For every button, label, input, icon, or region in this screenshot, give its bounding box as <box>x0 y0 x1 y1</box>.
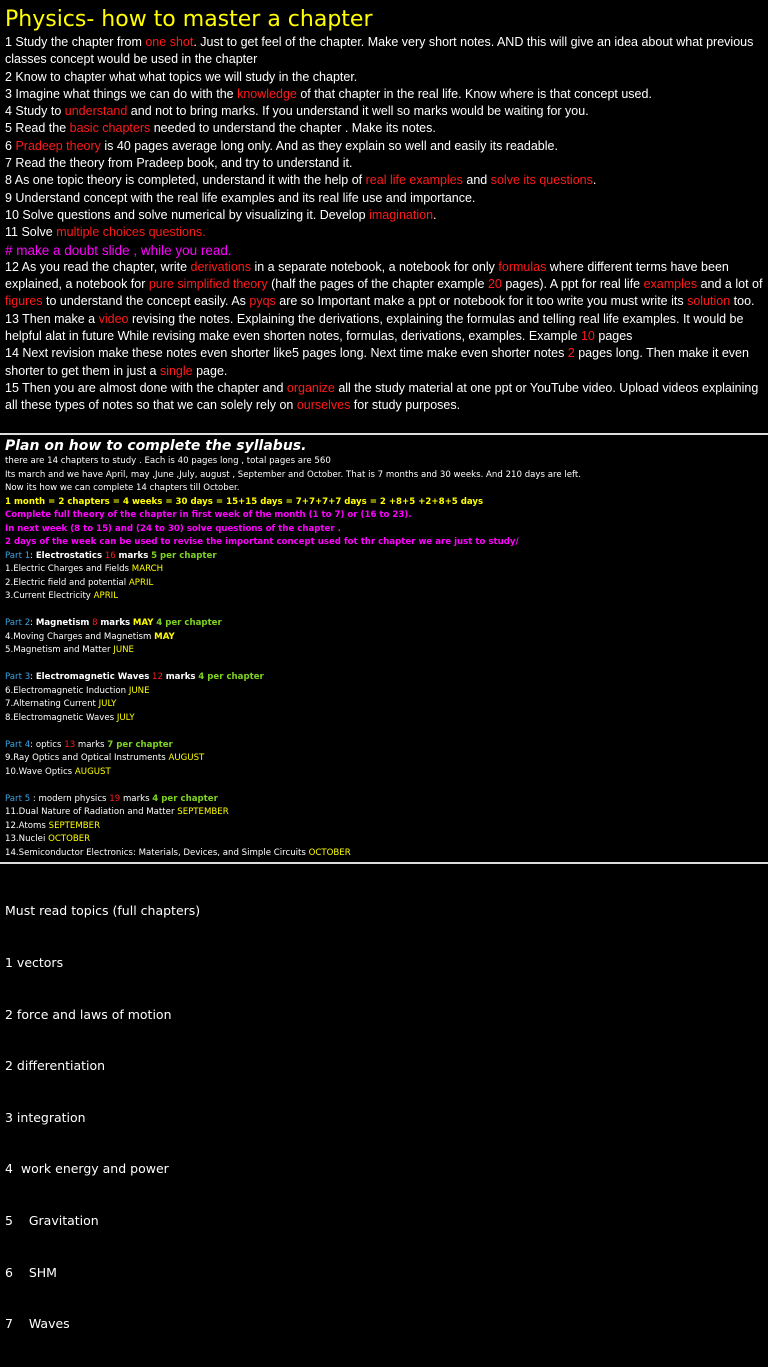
plan-intro-line: Now its how we can complete 14 chapters till October. <box>5 483 240 493</box>
step-item <box>5 311 763 346</box>
step-item <box>5 190 763 207</box>
chapter-item <box>5 590 763 604</box>
chapter-month: APRIL <box>93 591 118 601</box>
step-highlight: pure simplified theory <box>148 277 268 292</box>
part-marks: 16 <box>104 550 116 561</box>
spacer <box>5 658 763 672</box>
step-text: 6 <box>5 138 16 153</box>
chapter-name: 8.Electromagnetic Waves <box>5 712 115 723</box>
step-highlight: organize <box>286 380 335 395</box>
step-highlight: 10 <box>580 329 595 344</box>
spacer <box>5 725 763 739</box>
step-text: . <box>433 207 437 222</box>
chapter-name: 9.Ray Optics and Optical Instruments <box>5 753 166 763</box>
chapter-item <box>5 631 763 645</box>
must-read-section <box>5 868 763 1332</box>
step-text: is 40 pages average long only. And as they explain so well and easily its readable. <box>100 138 558 153</box>
chapter-name: 10.Wave Optics <box>5 766 73 777</box>
chapter-month: JUNE <box>113 645 134 655</box>
part-title: modern physics <box>38 793 107 804</box>
spacer <box>5 604 763 618</box>
step-highlight: ourselves <box>296 398 351 413</box>
chapter-month: OCTOBER <box>48 834 91 844</box>
plan-tip: 2 days of the week can be used to revise the important concept used fot thr chapter we are just to study/ <box>5 537 519 547</box>
must-read-item: 2 differentiation <box>5 1058 106 1074</box>
step-text: 7 Read the theory from Pradeep book, and try to understand it. <box>5 156 353 171</box>
chapter-item <box>5 820 763 834</box>
step-text: needed to understand the chapter . Make its notes. <box>150 121 436 136</box>
must-read-item: 5 Gravitation <box>5 1213 99 1229</box>
step-highlight: basic chapters <box>69 121 151 136</box>
part-per-chapter: 4 per chapter <box>198 672 264 682</box>
part-title: Electrostatics <box>35 550 103 561</box>
chapter-month: SEPTEMBER <box>48 820 101 831</box>
step-item <box>5 224 763 241</box>
step-item <box>5 345 763 380</box>
must-read-item: 4 work energy and power <box>5 1161 169 1177</box>
step-text: to understand the concept easily. As <box>42 294 250 309</box>
chapter-name: 7.Alternating Current <box>5 699 96 709</box>
part-label: Part 1 <box>5 550 31 561</box>
step-text: in a separate notebook, a notebook for only <box>250 259 499 274</box>
part-title: optics <box>35 739 62 750</box>
plan-intro-line: Its march and we have April, may ,June ,July, august , September and October. That is 7 months and 30 weeks. And 210 days are left. <box>5 469 581 480</box>
chapter-month: OCTOBER <box>308 847 351 858</box>
step-text: 3 Imagine what things we can do with the <box>5 86 238 101</box>
plan-intro-line: there are 14 chapters to study . Each is 40 pages long , total pages are 560 <box>5 456 331 466</box>
step-highlight: Pradeep theory <box>15 138 101 153</box>
chapter-item <box>5 806 763 820</box>
step-highlight: derivations <box>190 259 251 274</box>
part-marks: 19 <box>109 793 121 804</box>
step-item <box>5 103 763 120</box>
must-read-item: 2 force and laws of motion <box>5 1006 172 1022</box>
step-text: for study purposes. <box>350 398 461 413</box>
part-marks-word: marks <box>165 672 196 682</box>
step-text: pages <box>594 329 633 344</box>
step-text: 8 As one topic theory is completed, understand it with the help of <box>5 173 366 188</box>
chapter-name: 2.Electric field and potential <box>5 577 127 588</box>
step-highlight: solve its questions <box>490 173 593 188</box>
chapter-item <box>5 847 763 861</box>
chapter-month: JUNE <box>128 685 150 696</box>
part-label: Part 2 <box>5 618 31 628</box>
part-label: Part 4 <box>5 739 31 750</box>
step-text: are so Important make a ppt or notebook for it too write you must write its <box>275 294 688 309</box>
step-text: 10 Solve questions and solve numerical by visualizing it. Develop <box>5 207 370 222</box>
plan-tip: Complete full theory of the chapter in first week of the month (1 to 7) or (16 to 23). <box>5 510 412 520</box>
part-heading: Part 1: Electrostatics 16 marks 5 per chapter <box>5 550 217 561</box>
step-item <box>5 34 763 69</box>
step-item <box>5 172 763 189</box>
chapter-name: 6.Electromagnetic Induction <box>5 685 127 696</box>
part-heading: Part 2: Magnetism 8 marks MAY 4 per chapter <box>5 618 222 628</box>
chapter-name: 4.Moving Charges and Magnetism <box>5 631 152 642</box>
step-text: 12 As you read the chapter, write <box>5 259 191 274</box>
step-text: 4 Study to <box>5 104 65 119</box>
step-item <box>5 69 763 86</box>
part-label: Part 3 <box>5 672 31 682</box>
part-marks-word: marks <box>118 550 149 561</box>
spacer <box>5 779 763 793</box>
part-marks-word: marks <box>77 739 105 750</box>
step-highlight: solution <box>687 294 731 309</box>
step-text: 14 Next revision make these notes even shorter like5 pages long. Next time make even shorter notes <box>5 346 568 361</box>
step-text: . <box>592 173 597 188</box>
step-text: page. <box>192 363 228 378</box>
step-highlight: one shot <box>145 35 194 49</box>
step-highlight: single <box>159 363 193 378</box>
must-read-title: Must read topics (full chapters) <box>5 903 201 919</box>
chapter-month: MARCH <box>131 564 164 574</box>
chapter-item <box>5 712 763 726</box>
part-month: MAY <box>132 618 154 628</box>
step-text: 9 Understand concept with the real life examples and its real life use and importance. <box>5 190 476 205</box>
step-text: 13 Then make a <box>5 311 99 326</box>
must-read-item: 6 SHM <box>5 1264 57 1280</box>
step-text: 11 Solve <box>5 225 57 240</box>
step-highlight: 20 <box>487 277 502 292</box>
plan-title: Plan on how to complete the syllabus. <box>5 438 307 454</box>
chapter-name: 1.Electric Charges and Fields <box>5 564 130 574</box>
section-divider <box>0 433 768 435</box>
part-per-chapter: 5 per chapter <box>151 550 217 561</box>
chapter-item <box>5 685 763 699</box>
chapter-name: 11.Dual Nature of Radiation and Matter <box>5 807 175 817</box>
part-marks: 12 <box>152 672 163 682</box>
chapter-name: 13.Nuclei <box>5 834 46 844</box>
part-per-chapter: 4 per chapter <box>156 618 222 628</box>
part-per-chapter: 7 per chapter <box>107 739 173 750</box>
chapter-item <box>5 752 763 766</box>
step-item <box>5 155 763 172</box>
chapter-month: JULY <box>116 712 135 723</box>
chapter-item <box>5 644 763 658</box>
step-text: 1 Study the chapter from <box>5 35 146 49</box>
step-item <box>5 120 763 137</box>
must-read-item: 7 Waves <box>5 1316 70 1332</box>
part-title: Electromagnetic Waves <box>35 672 150 682</box>
part-marks-word: marks <box>122 793 150 804</box>
part-marks-word: marks <box>100 618 131 628</box>
step-highlight: real life examples <box>365 173 463 188</box>
part-marks: 13 <box>64 739 76 750</box>
chapter-item <box>5 698 763 712</box>
chapter-name: 3.Current Electricity <box>5 591 91 601</box>
chapter-item <box>5 833 763 847</box>
step-text: and not to bring marks. If you understand it well so marks would be waiting for you. <box>127 104 589 119</box>
page-title: Physics- how to master a chapter <box>5 7 373 32</box>
section-divider <box>0 862 768 864</box>
chapter-month: MAY <box>154 631 175 642</box>
step-text: of that chapter in the real life. Know where is that concept used. <box>296 86 652 101</box>
step-text: (half the pages of the chapter example <box>267 277 488 292</box>
doubt-note: # make a doubt slide , while you read. <box>5 242 232 258</box>
part-label: Part 5 <box>5 793 31 804</box>
step-text: too. <box>730 294 755 309</box>
must-read-item: 1 vectors <box>5 955 64 971</box>
step-text: pages). A ppt for real life <box>501 277 644 292</box>
chapter-name: 14.Semiconductor Electronics: Materials, Devices, and Simple Circuits <box>5 847 306 858</box>
step-text: all the study material at one ppt or YouTube video. Upload videos explaining all these types of notes so that we can solely rely on <box>5 380 759 413</box>
part-heading: Part 3: Electromagnetic Waves 12 marks 4 per chapter <box>5 672 264 682</box>
chapter-month: APRIL <box>128 577 154 588</box>
step-text: and a lot of <box>697 277 763 292</box>
step-text: and <box>462 173 491 188</box>
steps-list <box>5 34 763 415</box>
part-heading: Part 4: optics 13 marks 7 per chapter <box>5 739 173 750</box>
step-item <box>5 86 763 103</box>
step-text: 5 Read the <box>5 121 70 136</box>
step-highlight: pyqs <box>249 294 276 309</box>
step-highlight: understand <box>64 104 128 119</box>
chapter-item <box>5 577 763 591</box>
syllabus-plan-section <box>5 437 763 860</box>
must-read-list <box>5 868 763 1367</box>
chapter-month: AUGUST <box>168 753 205 763</box>
step-text: pages long. Then make it even shorter to get them in just a <box>5 346 749 378</box>
must-read-item: 3 integration <box>5 1109 86 1125</box>
part-marks: 8 <box>92 618 98 628</box>
step-highlight: 2 <box>567 346 575 361</box>
plan-tip: In next week (8 to 15) and (24 to 30) solve questions of the chapter . <box>5 523 341 534</box>
step-text: . Just to get feel of the chapter. Make very short notes. AND this will give an idea about what previous classes concept would be used in the chapter <box>5 35 754 67</box>
step-item <box>5 380 763 415</box>
chapter-name: 5.Magnetism and Matter <box>5 645 111 655</box>
step-item <box>5 207 763 224</box>
plan-schedule: 1 month = 2 chapters = 4 weeks = 30 days = 15+15 days = 7+7+7+7 days = 2 +8+5 +2+8+5 days <box>5 496 484 507</box>
step-highlight: multiple choices questions. <box>56 225 206 240</box>
chapter-name: 12.Atoms <box>5 820 46 831</box>
step-text: 15 Then you are almost done with the chapter and <box>5 380 287 395</box>
step-text: where different terms have been explained, a notebook for <box>5 259 729 292</box>
step-highlight: imagination <box>369 207 434 222</box>
part-title: Magnetism <box>35 618 90 628</box>
step-highlight: figures <box>5 294 43 309</box>
chapter-month: SEPTEMBER <box>177 807 229 817</box>
step-item <box>5 259 763 311</box>
part-heading: Part 5 : modern physics 19 marks 4 per chapter <box>5 793 218 804</box>
chapter-month: AUGUST <box>74 766 111 777</box>
chapter-method-section <box>5 6 763 433</box>
step-item <box>5 138 763 155</box>
chapter-month: JULY <box>98 699 117 709</box>
step-highlight: formulas <box>498 259 547 274</box>
step-highlight: knowledge <box>237 86 297 101</box>
part-per-chapter: 4 per chapter <box>152 793 218 804</box>
step-text: 2 Know to chapter what what topics we will study in the chapter. <box>5 69 358 84</box>
chapter-item <box>5 563 763 577</box>
plan-body <box>5 455 763 860</box>
chapter-item <box>5 766 763 780</box>
step-highlight: video <box>98 311 129 326</box>
step-highlight: examples <box>643 277 698 292</box>
step-text: revising the notes. Explaining the derivations, explaining the formulas and telling real life examples. It would be helpful alat in future While revising make even shorten notes, formulas, derivations, examples. Example <box>5 311 744 344</box>
